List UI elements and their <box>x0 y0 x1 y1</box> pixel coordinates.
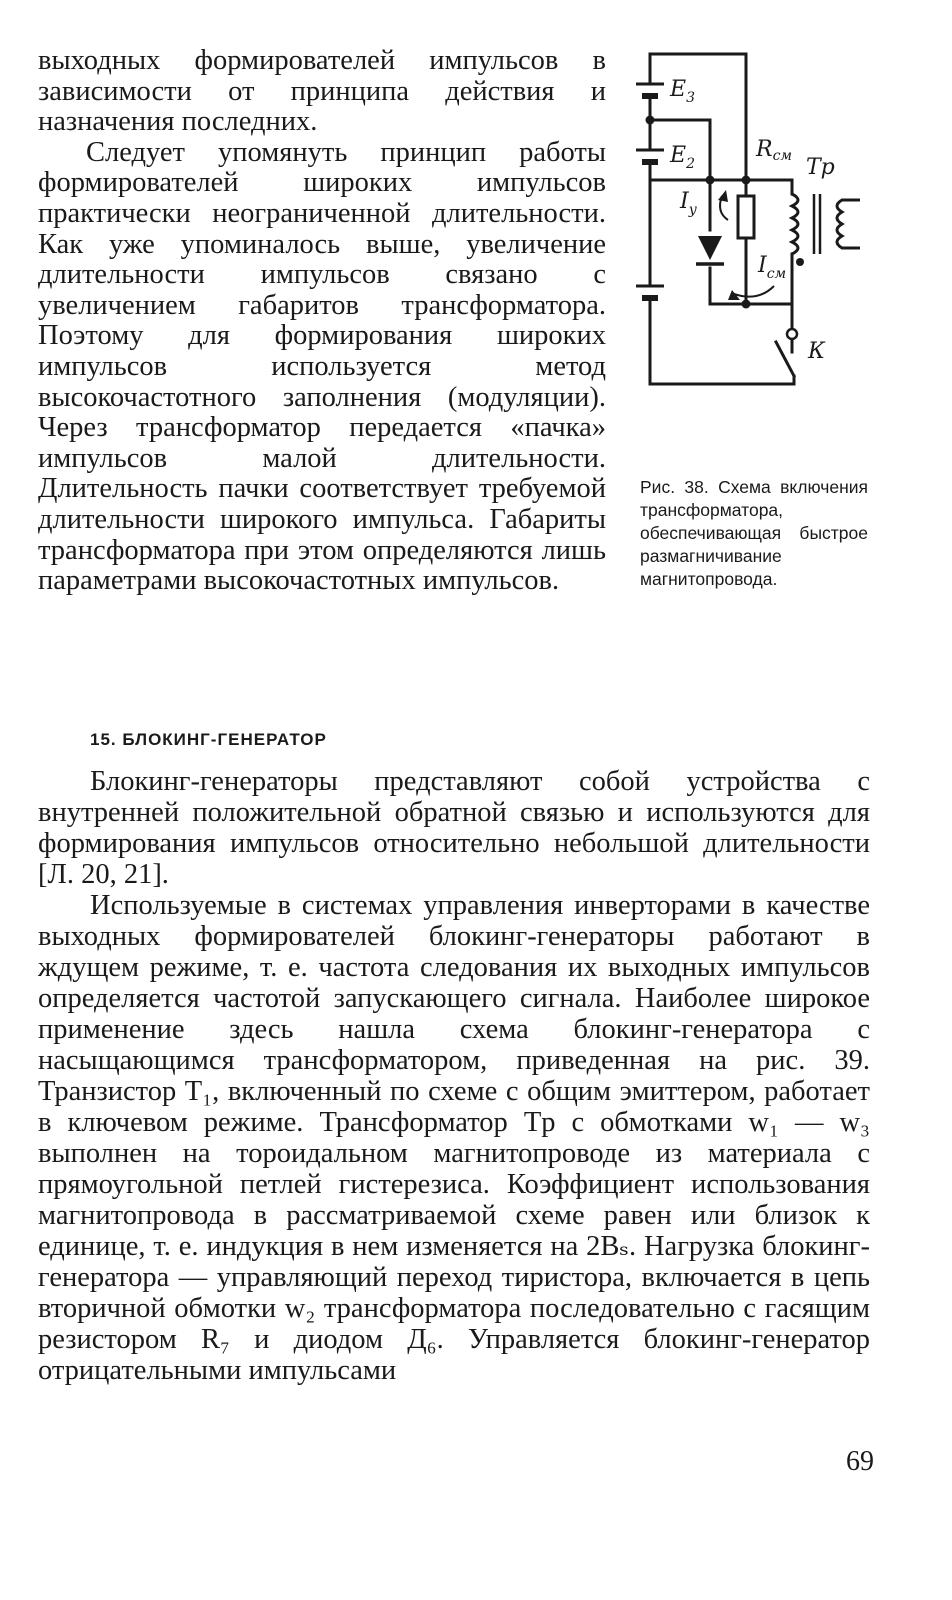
current-arrow-icm <box>734 286 774 297</box>
label-rcm: Rсм <box>756 137 793 164</box>
node-dot <box>742 300 751 309</box>
page-number: 69 <box>846 1446 874 1477</box>
caption-text: Рис. 38. Схема включения трансформатора, обеспечивающая быстрое размагничивание магнитопровода. <box>640 477 868 589</box>
battery-e2 <box>636 150 664 162</box>
node-dot <box>742 176 751 185</box>
paragraph-continuation: выходных формирователей импульсов в зависимости от принципа действия и назначения последних. <box>38 45 606 138</box>
switch-contact <box>787 329 797 339</box>
circuit-diagram <box>628 40 878 420</box>
label-e2: $E_2$ <box>670 143 695 172</box>
transformer-secondary <box>837 200 860 248</box>
transformer-primary <box>792 194 798 254</box>
arrowhead <box>718 190 728 202</box>
node-dot <box>706 176 715 185</box>
resistor-rcm <box>738 196 754 238</box>
label-icm: $I_{см}$ <box>758 253 787 282</box>
paragraph-wide-pulses: Следует упомянуть принцип работы формирователей широких импульсов практически неограниченной длительности. Как уже упоминалось выше, увеличение длительности импульсов связано с увеличением габаритов трансформатора. Поэтому для формирования широких импульсов используется метод высокочастотного заполнения (модуляции). Через трансформатор передается «пачка» импульсов малой длительности. Длительность пачки соответствует требуемой длительности широкого импульса. Габариты трансформатора при этом определяются лишь параметрами высокочастотных импульсов. <box>38 136 606 597</box>
paragraph-blocking-details: Используемые в системах управления инверторами в качестве выходных формирователей блокинг-генераторы работают в ждущем режиме, т. е. частота следования их выходных импульсов определяется частотой запускающего сигнала. Наиболее широкое применение здесь нашла схема блокинг-генератора с насыщающимся трансформатором, приведенная на рис. 39. Транзистор T₁, включенный по схеме с общим эмиттером, работает в ключевом режиме. Трансформатор Tр с обмотками w₁ — w₃ выполнен на тороидальном магнитопроводе из материала с прямоугольной петлей гистерезиса. Коэффициент использования магнитопровода в рассматриваемой схеме равен или близок к единице, т. е. индукция в нем изменяется на 2Bₛ. Нагрузка блокинг-генератора — управляющий переход тиристора, включается в цепь вторичной обмотки w₂ трансформатора последовательно с гасящим резистором R₇ и диодом Д₆. Управляется блокинг-генератор отрицательными импульсами <box>38 890 870 1386</box>
label-k: К <box>808 339 826 364</box>
label-iy: $I_y$ <box>680 189 697 218</box>
section-heading: 15. БЛОКИНГ-ГЕНЕРАТОР <box>90 730 327 749</box>
body-text <box>38 766 870 1386</box>
node-dot <box>646 116 655 125</box>
label-e3: $E_3$ <box>670 77 695 106</box>
battery-e1 <box>636 286 664 298</box>
left-text-column <box>38 46 606 597</box>
label-tp: Тр <box>806 155 835 180</box>
paragraph-blocking-intro: Блокинг-генераторы представляют собой устройства с внутренней положительной обратной связью и используются для формирования импульсов относительно небольшой длительности [Л. 20, 21]. <box>38 766 870 890</box>
diode <box>696 236 724 264</box>
battery-e3 <box>636 84 664 96</box>
figure-caption <box>640 476 868 591</box>
winding-dot <box>796 258 804 266</box>
figure-38-schematic <box>628 40 878 420</box>
